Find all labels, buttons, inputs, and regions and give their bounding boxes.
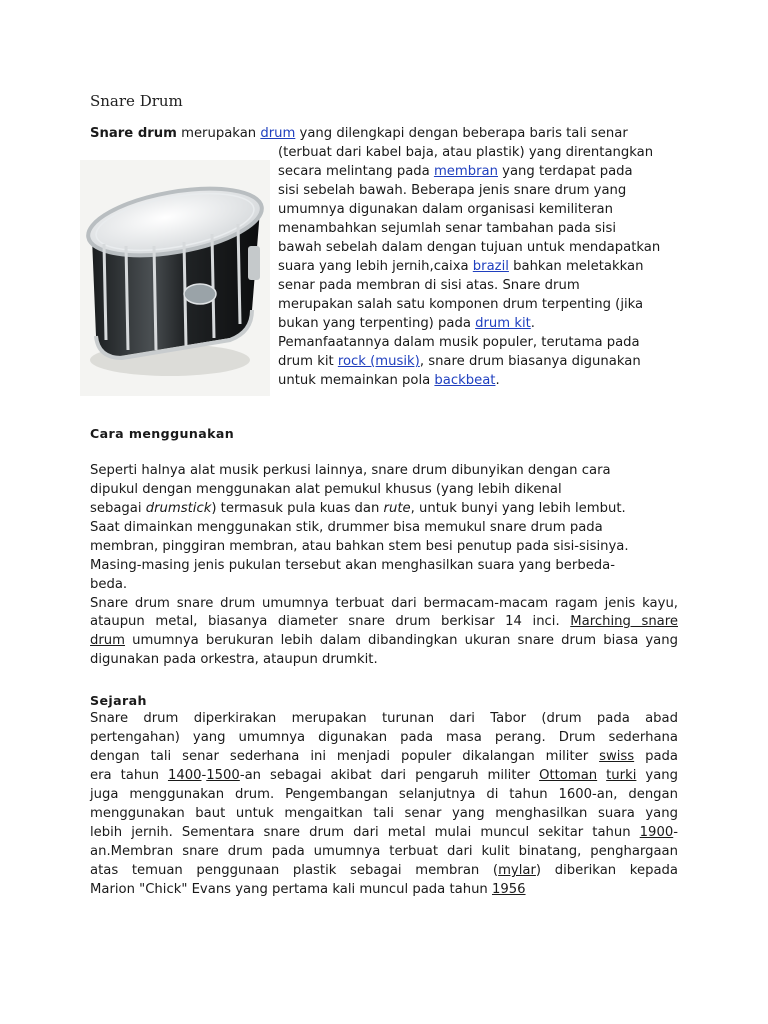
sejarah-line (90, 861, 678, 880)
intro-line (278, 162, 633, 181)
sejarah-line (90, 747, 678, 766)
text: atas temuan penggunaan plastik sebagai membran ( (90, 863, 499, 878)
cara-line: dipukul dengan menggunakan alat pemukul khusus (yang lebih dikenal (90, 482, 562, 497)
link-rock-musik[interactable]: rock (musik) (337, 354, 420, 369)
section-heading-sejarah: Sejarah (90, 693, 147, 708)
intro-line: merupakan salah satu komponen drum terpenting (jika (278, 297, 644, 312)
intro-line: sisi sebelah bawah. Beberapa jenis snare drum yang (278, 183, 627, 198)
text: . (495, 373, 500, 388)
sejarah-line: Snare drum diperkirakan merupakan turunan dari Tabor (drum pada abad (90, 711, 678, 726)
text: untuk memainkan pola (278, 373, 435, 388)
intro-line (278, 314, 535, 333)
text: Marion "Chick" Evans yang pertama kali muncul pada tahun (90, 882, 492, 897)
italic-rute: rute (383, 501, 411, 516)
link-1400[interactable]: 1400 (167, 768, 202, 783)
italic-drumstick: drumstick (145, 501, 212, 516)
text: bukan yang terpenting) pada (278, 316, 476, 331)
link-drum[interactable]: drum (260, 126, 296, 141)
link-drum-kit[interactable]: drum kit (475, 316, 531, 331)
sejarah-line (90, 823, 678, 842)
text: yang dilengkapi dengan beberapa baris tali senar (295, 126, 628, 141)
text: drum kit (278, 354, 338, 369)
text: bahkan meletakkan (508, 259, 644, 274)
cara-line: membran, pinggiran membran, atau bahkan stem besi penutup pada sisi-sisinya. (90, 539, 629, 554)
cara-line (90, 499, 626, 518)
cara-line: Seperti halnya alat musik perkusi lainnya, snare drum dibunyikan dengan cara (90, 463, 611, 478)
text: ) termasuk pula kuas dan (211, 501, 384, 516)
cara-line (90, 631, 678, 650)
intro-line: bawah sebelah dalam dengan tujuan untuk mendapatkan (278, 240, 661, 255)
link-swiss[interactable]: swiss (599, 749, 635, 764)
intro-line: senar pada membran di sisi atas. Snare drum (278, 278, 580, 293)
text: merupakan (176, 126, 261, 141)
text: yang terdapat pada (497, 164, 633, 179)
link-marching-snare-drum[interactable]: Marching snare (570, 614, 678, 629)
text: sebagai (90, 501, 146, 516)
text: secara melintang pada (278, 164, 434, 179)
link-backbeat[interactable]: backbeat (434, 373, 496, 388)
sejarah-line (90, 766, 678, 785)
sejarah-line: an.Membran snare drum pada umumnya terbuat dari kulit binatang, penghargaan (90, 844, 678, 859)
intro-line (278, 257, 643, 276)
cara-line: Masing-masing jenis pukulan tersebut akan menghasilkan suara yang berbeda- (90, 558, 616, 573)
intro-line (278, 352, 641, 371)
cara-line: digunakan pada orkestra, ataupun drumkit. (90, 652, 378, 667)
text: -an sebagai akibat dari pengaruh militer (239, 768, 540, 783)
cara-line: Saat dimainkan menggunakan stik, drummer bisa memukul snare drum pada (90, 520, 603, 535)
cara-line: beda. (90, 577, 128, 592)
text: suara yang lebih jernih,caixa (278, 259, 473, 274)
cara-line: Snare drum snare drum umumnya terbuat dari bermacam-macam ragam jenis kayu, (90, 596, 678, 611)
text: dengan tali senar sederhana ini menjadi populer dikalangan militer (90, 749, 600, 764)
text: , snare drum biasanya digunakan (419, 354, 641, 369)
link-turki[interactable]: turki (606, 768, 637, 783)
text: ataupun metal, biasanya diameter snare drum berkisar 14 inci. (90, 614, 571, 629)
intro-line: umumnya digunakan dalam organisasi kemiliteran (278, 202, 613, 217)
sejarah-line: juga menggunakan drum. Pengembangan selanjutnya di tahun 1600-an, dengan (90, 787, 678, 802)
intro-line: (terbuat dari kabel baja, atau plastik) yang direntangkan (278, 145, 654, 160)
text: - (673, 825, 678, 840)
sejarah-line (90, 880, 526, 899)
text: - (201, 768, 207, 783)
link-brazil[interactable]: brazil (472, 259, 509, 274)
link-membran[interactable]: membran (433, 164, 498, 179)
link-ottoman[interactable]: Ottoman (539, 768, 598, 783)
link-mylar[interactable]: mylar (498, 863, 536, 878)
link-1956[interactable]: 1956 (491, 882, 526, 897)
text: ) diberikan kepada (535, 863, 678, 878)
cara-line (90, 612, 678, 631)
intro-line (278, 371, 500, 390)
text: . (530, 316, 535, 331)
section-heading-cara: Cara menggunakan (90, 426, 235, 441)
text: yang (636, 768, 679, 783)
sejarah-line: menggunakan baut untuk mengaitkan tali senar yang menghasilkan suara yang (90, 806, 678, 821)
link-1500[interactable]: 1500 (206, 768, 240, 783)
text (597, 768, 606, 783)
snare-drum-illustration (80, 160, 270, 396)
text: lebih jernih. Sementara snare drum dari metal mulai muncul sekitar tahun (90, 825, 640, 840)
intro-line: menambahkan sejumlah senar tambahan pada sisi (278, 221, 616, 236)
text: , untuk bunyi yang lebih lembut. (410, 501, 626, 516)
text: umumnya berukuran lebih dalam dibandingkan ukuran snare drum biasa yang (125, 633, 678, 648)
sejarah-line: pertengahan) yang umumnya digunakan pada masa perang. Drum sederhana (90, 730, 678, 745)
link-marching-snare-drum-cont[interactable]: drum (90, 633, 125, 648)
text: pada (634, 749, 678, 764)
text: era tahun (90, 768, 168, 783)
snare-drum-image (80, 160, 270, 396)
intro-line (90, 124, 628, 143)
page-title: Snare Drum (90, 92, 183, 110)
term-snare-drum: Snare drum (90, 126, 177, 141)
link-1900[interactable]: 1900 (639, 825, 674, 840)
intro-line: Pemanfaatannya dalam musik populer, terutama pada (278, 335, 640, 350)
